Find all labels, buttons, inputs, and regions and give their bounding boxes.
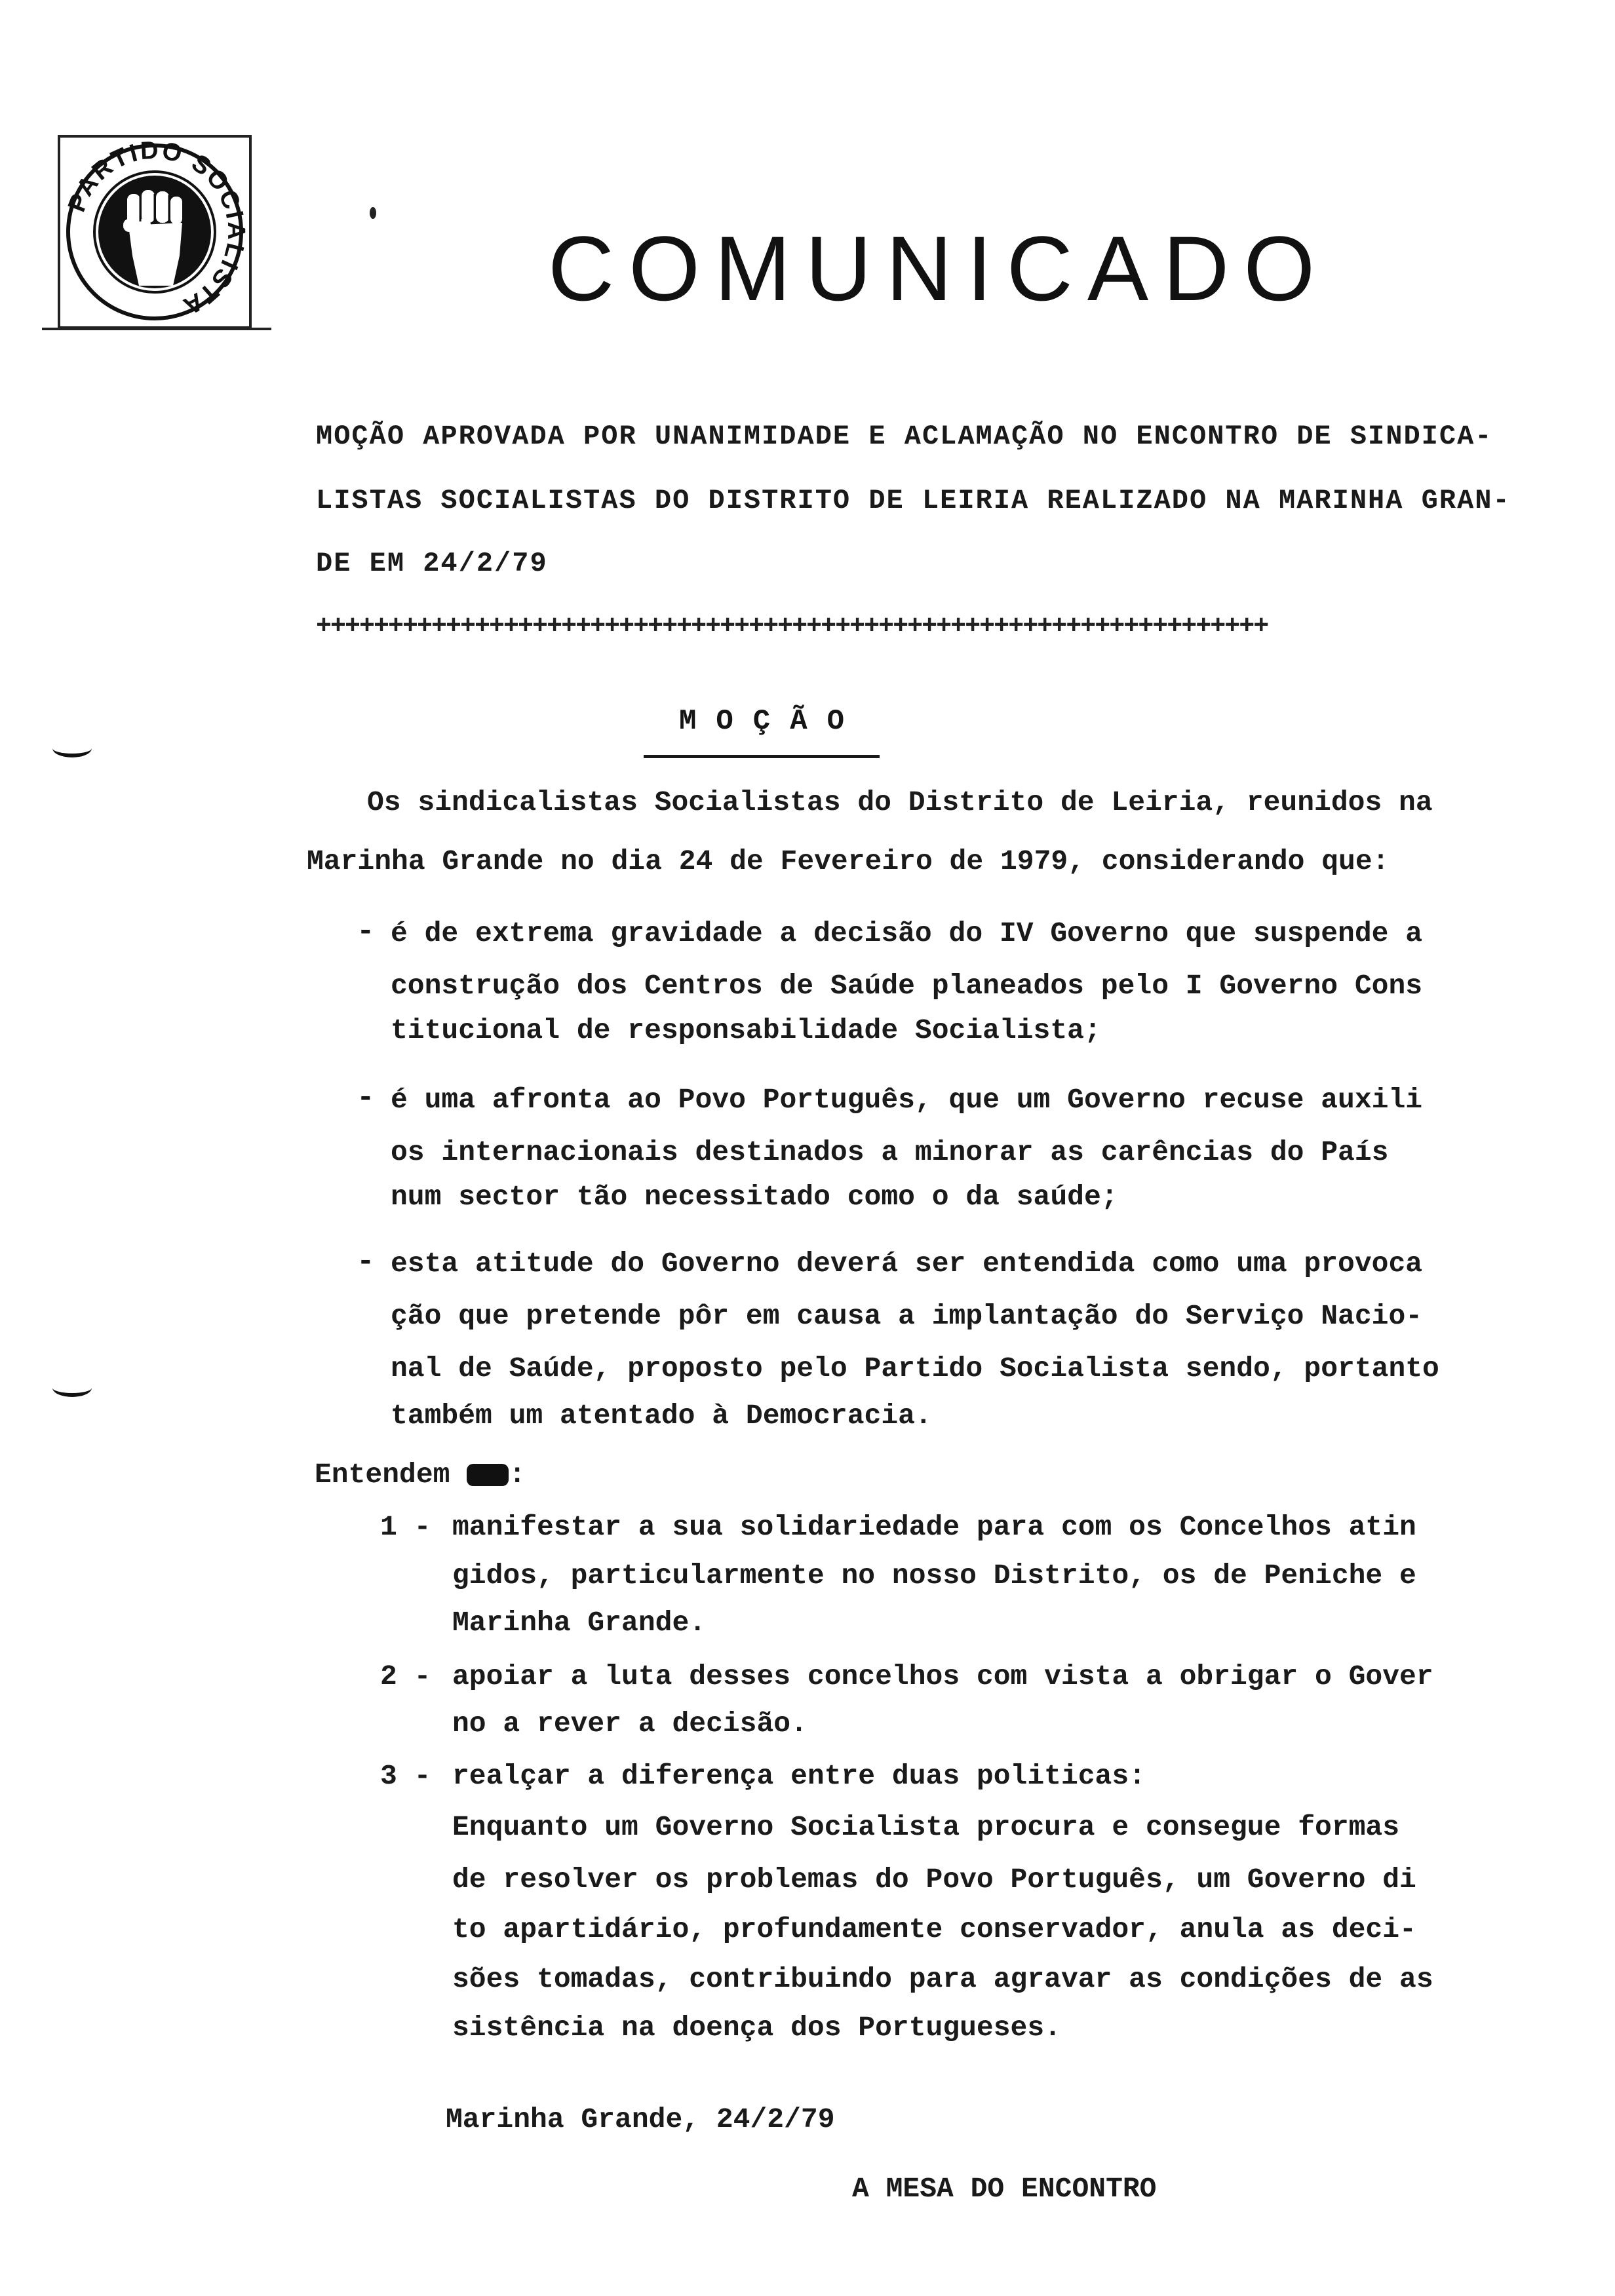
margin-mark <box>52 739 92 757</box>
consideration-bullet: - <box>357 915 375 949</box>
redaction-blot <box>467 1464 509 1486</box>
consideration-line: esta atitude do Governo deverá ser entendida como uma provoca <box>391 1248 1423 1280</box>
consideration-bullet: - <box>357 1245 375 1279</box>
resolution-line: Marinha Grande. <box>452 1607 707 1639</box>
resolutions-intro: Entendem : <box>315 1459 526 1491</box>
consideration-line: num sector tão necessitado como o da saúde; <box>391 1181 1118 1213</box>
resolution-line: realçar a diferença entre duas politicas: <box>452 1760 1146 1792</box>
consideration-line: é de extrema gravidade a decisão do IV Governo que suspende a <box>391 917 1423 949</box>
resolutions-intro-label: Entendem <box>315 1459 450 1491</box>
motion-heading-underline <box>644 755 880 758</box>
margin-mark <box>52 1379 92 1397</box>
document-title: COMUNICADO <box>548 217 1330 320</box>
separator: ++++++++++++++++++++++++++++++++++++++++++++++++++++++++++++++++++ <box>316 612 1268 641</box>
motion-heading: MOÇÃO <box>679 705 865 738</box>
resolution-line: Enquanto um Governo Socialista procura e consegue formas <box>452 1811 1400 1843</box>
place-date: Marinha Grande, 24/2/79 <box>446 2103 835 2135</box>
resolution-line: no a rever a decisão. <box>452 1708 808 1740</box>
consideration-line: nal de Saúde, proposto pelo Partido Socialista sendo, portanto <box>391 1352 1439 1385</box>
logo-text: PARTIDO SOCIALISTA <box>63 136 250 321</box>
resolution-line: to apartidário, profundamente conservador, anula as deci- <box>452 1913 1416 1945</box>
resolution-line: gidos, particularmente no nosso Distrito, os de Peniche e <box>452 1559 1416 1592</box>
consideration-line: titucional de responsabilidade Socialista; <box>391 1014 1101 1046</box>
signature: A MESA DO ENCONTRO <box>852 2173 1157 2205</box>
resolution-line: manifestar a sua solidariedade para com os Concelhos atin <box>452 1511 1416 1543</box>
resolution-line: apoiar a luta desses concelhos com vista a obrigar o Gover <box>452 1660 1433 1693</box>
intro-line: Marinha Grande no dia 24 de Fevereiro de 1979, considerando que: <box>307 845 1390 877</box>
resolution-line: sistência na doença dos Portugueses. <box>452 2012 1061 2044</box>
logo-underline <box>42 328 271 330</box>
raised-fist-icon <box>56 134 253 330</box>
consideration-line: os internacionais destinados a minorar as carências do País <box>391 1136 1389 1168</box>
consideration-line: ção que pretende pôr em causa a implantação do Serviço Nacio- <box>391 1300 1423 1332</box>
ink-dot <box>370 207 376 219</box>
header-line: DE EM 24/2/79 <box>316 548 548 579</box>
consideration-line: construção dos Centros de Saúde planeados pelo I Governo Cons <box>391 970 1423 1002</box>
resolution-number: 1 - <box>380 1511 431 1543</box>
header-line: LISTAS SOCIALISTAS DO DISTRITO DE LEIRIA REALIZADO NA MARINHA GRAN- <box>316 485 1511 516</box>
resolution-number: 3 - <box>380 1760 431 1792</box>
party-logo <box>56 134 253 330</box>
intro-line: Os sindicalistas Socialistas do Distrito de Leiria, reunidos na <box>367 786 1433 818</box>
resolution-line: de resolver os problemas do Povo Português, um Governo di <box>452 1864 1416 1896</box>
consideration-bullet: - <box>357 1081 375 1115</box>
consideration-line: também um atentado à Democracia. <box>391 1400 932 1432</box>
resolution-line: sões tomadas, contribuindo para agravar as condições de as <box>452 1963 1433 1995</box>
resolution-number: 2 - <box>380 1660 431 1693</box>
consideration-line: é uma afronta ao Povo Português, que um Governo recuse auxili <box>391 1084 1423 1116</box>
header-line: MOÇÃO APROVADA POR UNANIMIDADE E ACLAMAÇÃO NO ENCONTRO DE SINDICA- <box>316 421 1493 452</box>
